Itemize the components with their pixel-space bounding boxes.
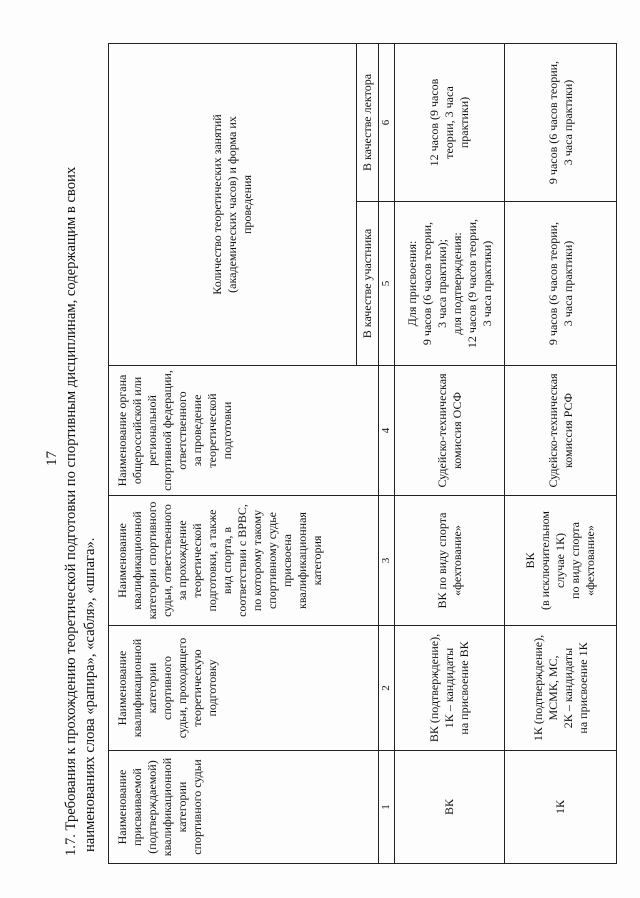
- header-responsible-judge-category: Наименование квалификационной категории спортивного судьи, ответственного за прохождение теоретической подготовки, а также вид спорта, в соответствии с ВРВС, по которому такому спортивному судье присвоена квалификационная категория: [109, 496, 379, 626]
- header-trainee-category: Наименование квалификационной категории спортивного судьи, проходящего теоретическую подготовку: [109, 626, 379, 751]
- cell-responsible-judge: ВК по виду спорта «фехтование»: [395, 496, 505, 626]
- cell-lecturer-hours: 9 часов (6 часов теории, 3 часа практики): [505, 44, 617, 202]
- cell-participant-hours: 9 часов (6 часов теории, 3 часа практики): [505, 202, 617, 366]
- column-number: 2: [379, 626, 395, 751]
- page-number: 17: [44, 451, 60, 466]
- table-header-row: [109, 44, 357, 864]
- cell-assigned-category: 1К: [505, 751, 617, 864]
- header-assigned-category: Наименование присваиваемой (подтверждаемой) квалификационной категории спортивного судьи: [109, 751, 379, 864]
- section-heading: [62, 96, 100, 856]
- cell-assigned-category: ВК: [395, 751, 505, 864]
- column-number: 1: [379, 751, 395, 864]
- column-number: 5: [379, 202, 395, 366]
- column-number: 3: [379, 496, 395, 626]
- cell-federation-body: Судейско-техническая комиссия РСФ: [505, 366, 617, 496]
- column-number-row: [379, 44, 395, 864]
- column-number: 4: [379, 366, 395, 496]
- header-as-lecturer: В качестве лектора: [357, 44, 379, 202]
- table-row: [505, 44, 617, 864]
- table-row: [395, 44, 505, 864]
- requirements-table: [108, 43, 617, 864]
- column-number: 6: [379, 44, 395, 202]
- cell-lecturer-hours: 12 часов (9 часов теории, 3 часа практики): [395, 44, 505, 202]
- header-as-participant: В качестве участника: [357, 202, 379, 366]
- cell-responsible-judge: ВК (в исключительном случае 1К) по виду спорта «фехтование»: [505, 496, 617, 626]
- heading-line-2: наименованиях слова «рапира», «сабля», «шпага».: [82, 537, 98, 852]
- header-hours-and-form: Количество теоретических занятий (академических часов) и форма их проведения: [109, 44, 357, 366]
- header-federation-body: Наименование органа общероссийской или региональной спортивной федерации, ответственного за проведение теоретической подготовки: [109, 366, 379, 496]
- cell-trainee-category: 1К (подтверждение), МСМК, МС, 2К – кандидаты на присвоение 1К: [505, 626, 617, 751]
- cell-participant-hours: Для присвоения: 9 часов (6 часов теории, 3 часа практики); для подтверждения: 12 часов (9 часов теории, 3 часа практики): [395, 202, 505, 366]
- heading-line-1: 1.7. Требования к прохождению теоретической подготовки по спортивным дисциплинам, содержащим в своих: [63, 166, 79, 856]
- cell-federation-body: Судейско-техническая комиссия ОСФ: [395, 366, 505, 496]
- cell-trainee-category: ВК (подтверждение), 1К – кандидаты на присвоение ВК: [395, 626, 505, 751]
